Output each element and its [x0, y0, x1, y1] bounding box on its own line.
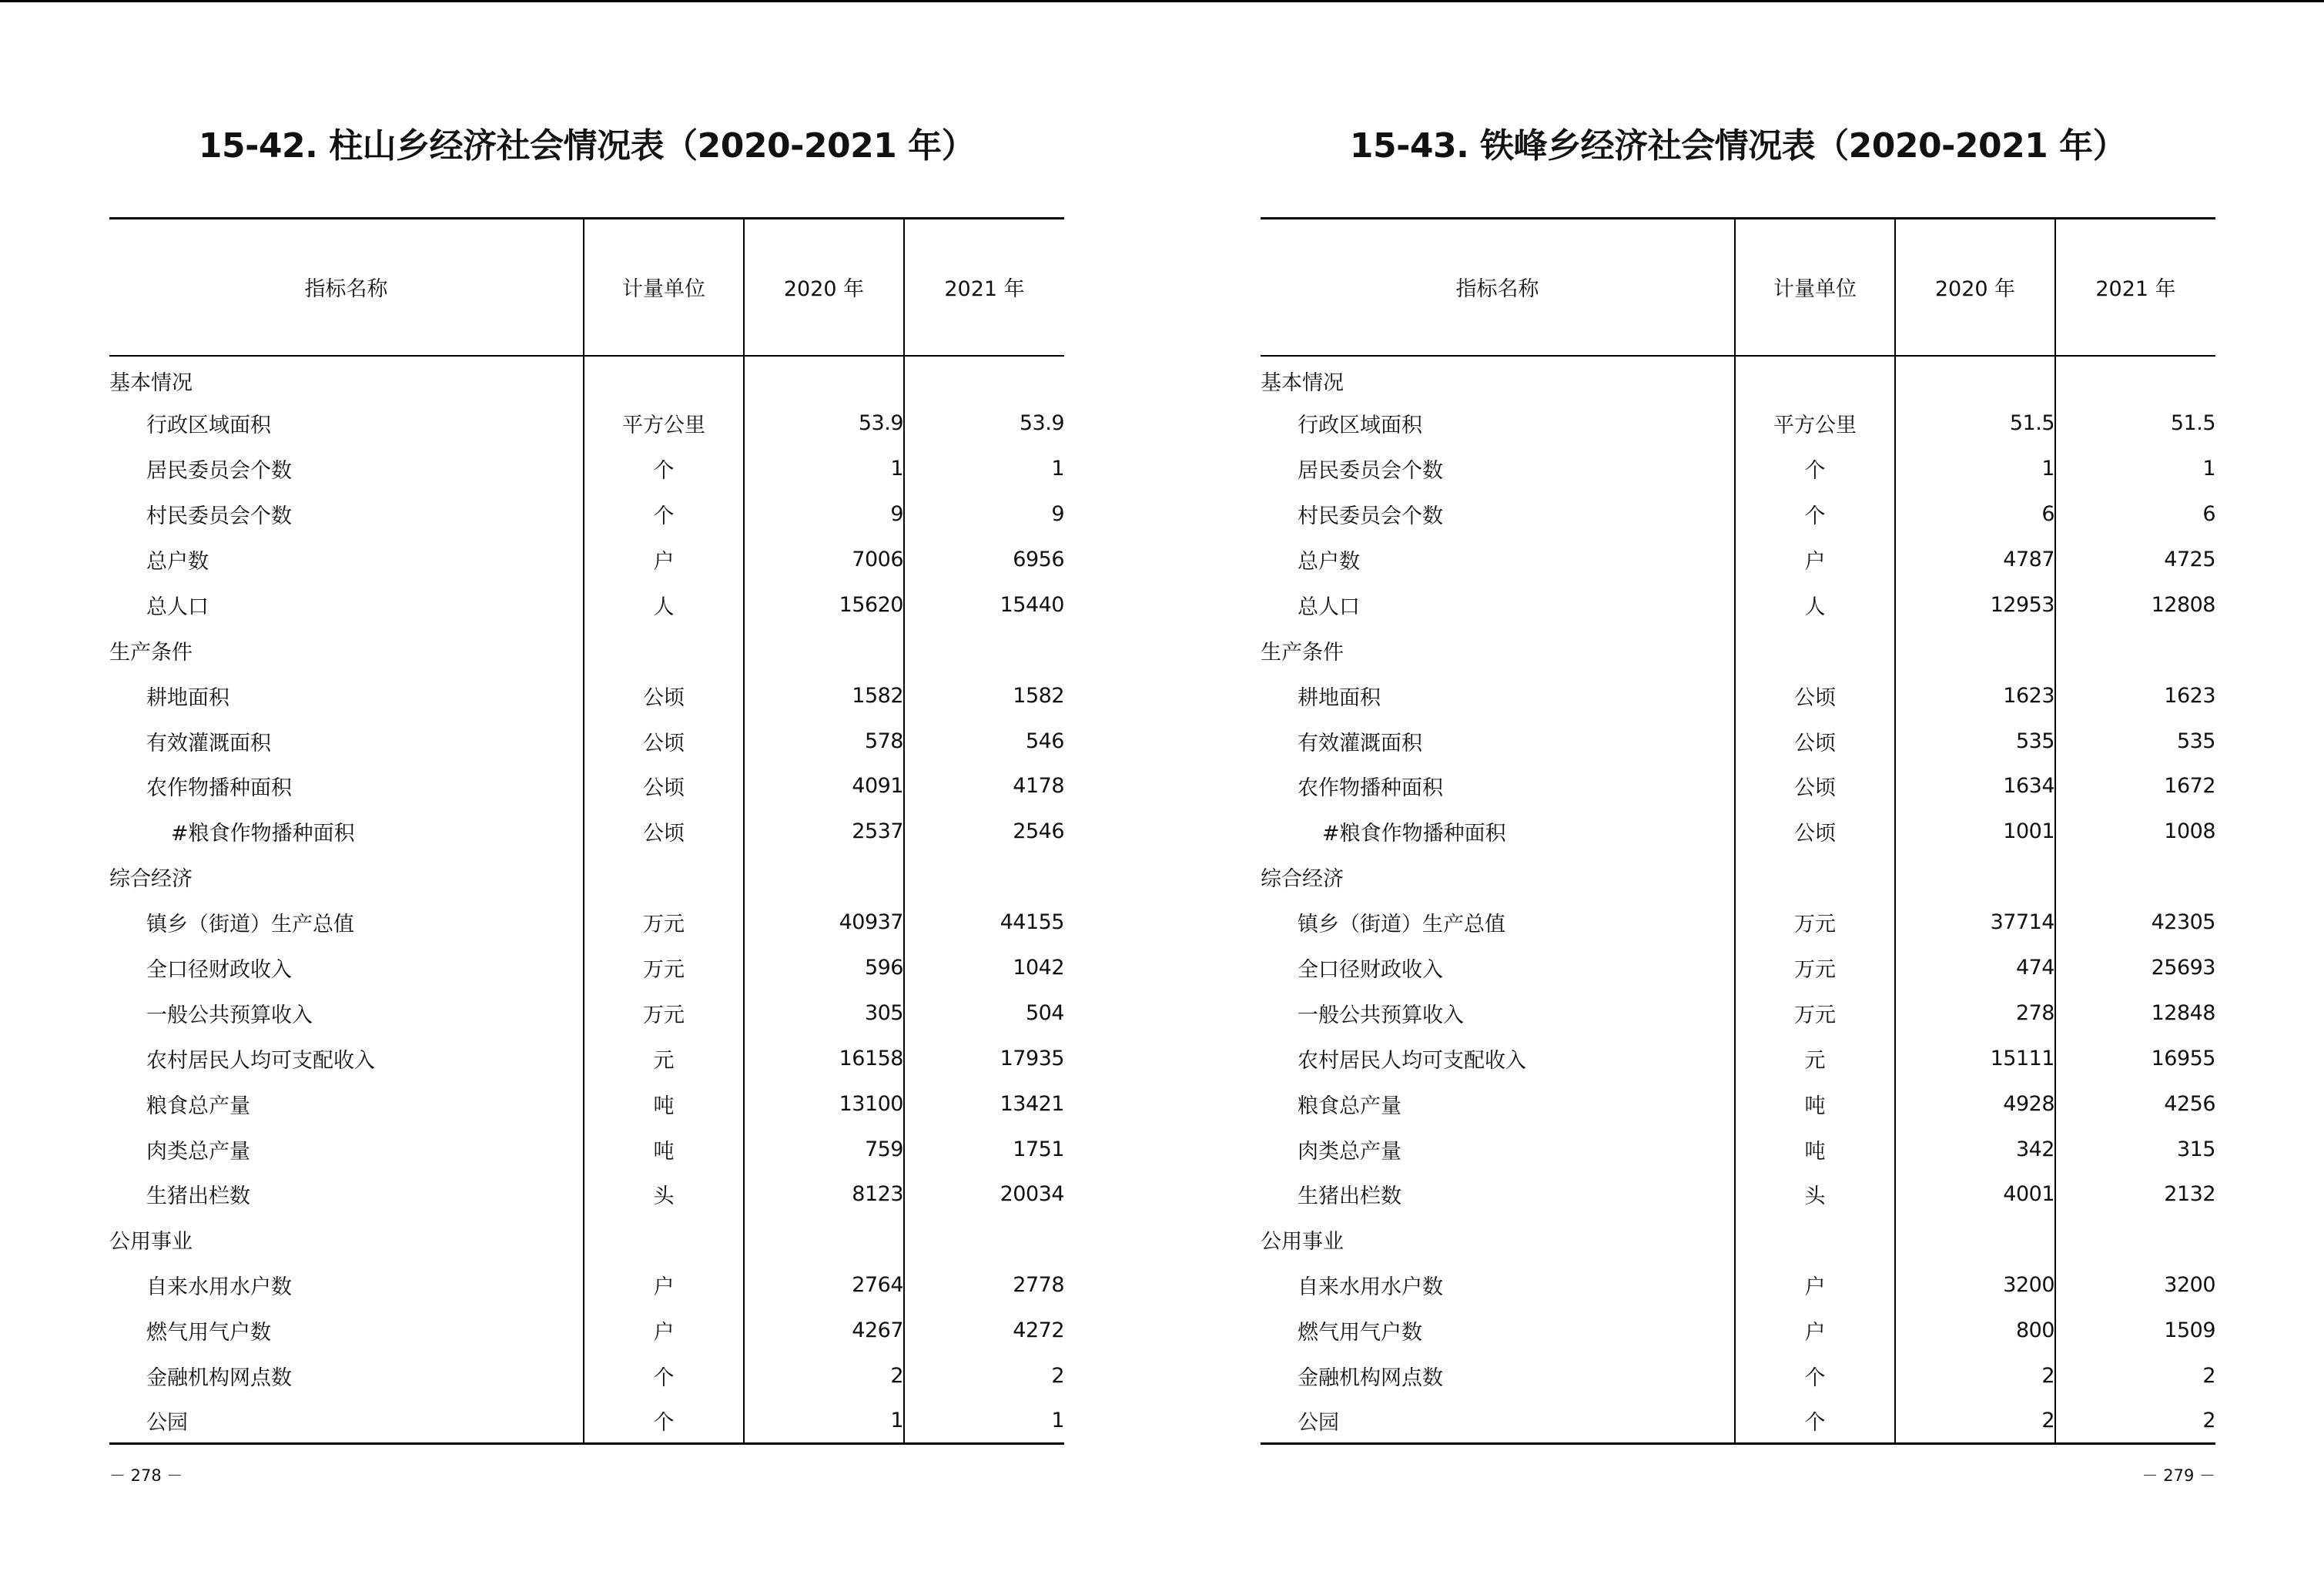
- value-2021-cell: [904, 628, 1064, 673]
- value-2021-cell: 16955: [2055, 1036, 2215, 1081]
- indicator-name-cell: 全口径财政收入: [146, 958, 292, 983]
- value-2021-cell: 315: [2055, 1127, 2215, 1172]
- section-row: [1261, 628, 2215, 673]
- table-title: 15-42. 柱山乡经济社会情况表（2020-2021 年）: [198, 126, 976, 166]
- value-2021-cell: 20034: [904, 1172, 1064, 1218]
- value-2020-cell: 305: [744, 990, 904, 1036]
- value-2020-cell: 800: [1895, 1308, 2055, 1353]
- indicator-name-cell: 村民委员会个数: [146, 504, 292, 529]
- table-row: [109, 945, 1064, 990]
- header-year-2020: 2020 年: [1895, 219, 2055, 356]
- unit-cell: 公顷: [584, 764, 744, 809]
- header-year-2021: 2021 年: [2055, 219, 2215, 356]
- right-page: [1261, 0, 2215, 1588]
- table-row: [109, 764, 1064, 809]
- indicator-name-cell: 农作物播种面积: [146, 776, 292, 801]
- value-2020-cell: 1634: [1895, 764, 2055, 809]
- table-row: [109, 1172, 1064, 1218]
- unit-cell: 个: [584, 491, 744, 537]
- value-2021-cell: 17935: [904, 1036, 1064, 1081]
- indicator-name-cell: 有效灌溉面积: [146, 731, 271, 755]
- value-2021-cell: 2546: [904, 809, 1064, 854]
- table-row: [109, 809, 1064, 854]
- unit-cell: 万元: [1735, 990, 1895, 1036]
- unit-cell: 万元: [584, 990, 744, 1036]
- unit-cell: 户: [584, 1308, 744, 1353]
- value-2021-cell: 1: [904, 1399, 1064, 1444]
- unit-cell: [1735, 356, 1895, 401]
- value-2020-cell: 12953: [1895, 582, 2055, 628]
- indicator-name-cell: 金融机构网点数: [1298, 1366, 1443, 1391]
- unit-cell: 人: [1735, 582, 1895, 628]
- value-2020-cell: 13100: [744, 1081, 904, 1127]
- table-row: [1261, 400, 2215, 446]
- indicator-name-cell: 生产条件: [1261, 640, 1344, 665]
- value-2021-cell: 2: [904, 1353, 1064, 1399]
- unit-cell: 公顷: [1735, 764, 1895, 809]
- indicator-name-cell: 一般公共预算收入: [1298, 1003, 1464, 1027]
- unit-cell: 个: [584, 1399, 744, 1444]
- table-row: [109, 582, 1064, 628]
- table-row: [109, 719, 1064, 764]
- value-2021-cell: [2055, 356, 2215, 401]
- indicator-name-cell: 总人口: [146, 595, 209, 619]
- value-2020-cell: 51.5: [1895, 400, 2055, 446]
- table-row: [1261, 1036, 2215, 1081]
- value-2021-cell: 1042: [904, 945, 1064, 990]
- unit-cell: 户: [1735, 1262, 1895, 1308]
- unit-cell: 头: [584, 1172, 744, 1218]
- value-2020-cell: 37714: [1895, 900, 2055, 945]
- indicator-name-cell: 镇乡（街道）生产总值: [1298, 913, 1505, 937]
- value-2021-cell: 4178: [904, 764, 1064, 809]
- unit-cell: 户: [1735, 1308, 1895, 1353]
- value-2021-cell: 51.5: [2055, 400, 2215, 446]
- value-2021-cell: 1: [2055, 446, 2215, 491]
- table-row: [1261, 491, 2215, 537]
- value-2020-cell: 4267: [744, 1308, 904, 1353]
- indicator-name-cell: 基本情况: [1261, 370, 1344, 395]
- unit-cell: 头: [1735, 1172, 1895, 1218]
- table-row: [1261, 1172, 2215, 1218]
- value-2021-cell: 2: [2055, 1399, 2215, 1444]
- indicator-name-cell: 全口径财政收入: [1298, 958, 1443, 983]
- value-2020-cell: [1895, 628, 2055, 673]
- value-2020-cell: 474: [1895, 945, 2055, 990]
- value-2020-cell: 4787: [1895, 537, 2055, 582]
- unit-cell: 万元: [584, 945, 744, 990]
- value-2021-cell: 9: [904, 491, 1064, 537]
- unit-cell: 平方公里: [584, 400, 744, 446]
- unit-cell: [584, 356, 744, 401]
- header-indicator-name: 指标名称: [1261, 219, 1735, 356]
- table-row: [109, 1081, 1064, 1127]
- value-2021-cell: 546: [904, 719, 1064, 764]
- value-2021-cell: 6: [2055, 491, 2215, 537]
- value-2021-cell: 4272: [904, 1308, 1064, 1353]
- value-2020-cell: 2: [744, 1353, 904, 1399]
- table-row: [109, 537, 1064, 582]
- indicator-name-cell: 一般公共预算收入: [146, 1003, 313, 1027]
- unit-cell: 个: [584, 1353, 744, 1399]
- unit-cell: 人: [584, 582, 744, 628]
- value-2021-cell: 12848: [2055, 990, 2215, 1036]
- value-2020-cell: [744, 1217, 904, 1262]
- value-2021-cell: [2055, 1217, 2215, 1262]
- unit-cell: 吨: [584, 1127, 744, 1172]
- value-2020-cell: 4091: [744, 764, 904, 809]
- value-2021-cell: 6956: [904, 537, 1064, 582]
- value-2021-cell: 1008: [2055, 809, 2215, 854]
- value-2020-cell: [1895, 1217, 2055, 1262]
- indicator-name-cell: 粮食总产量: [146, 1094, 250, 1118]
- table-row: [1261, 1353, 2215, 1399]
- indicator-name-cell: 耕地面积: [146, 685, 229, 710]
- indicator-name-cell: 金融机构网点数: [146, 1366, 292, 1391]
- table-row: [109, 1308, 1064, 1353]
- table-row: [1261, 1399, 2215, 1444]
- value-2020-cell: 3200: [1895, 1262, 2055, 1308]
- unit-cell: 元: [584, 1036, 744, 1081]
- value-2020-cell: 40937: [744, 900, 904, 945]
- unit-cell: 万元: [1735, 900, 1895, 945]
- value-2020-cell: 1: [744, 446, 904, 491]
- section-row: [109, 854, 1064, 900]
- indicator-name-cell: 村民委员会个数: [1298, 504, 1443, 529]
- value-2021-cell: 535: [2055, 719, 2215, 764]
- indicator-name-cell: 居民委员会个数: [1298, 459, 1443, 484]
- value-2021-cell: 15440: [904, 582, 1064, 628]
- value-2020-cell: 53.9: [744, 400, 904, 446]
- indicator-name-cell: 肉类总产量: [1298, 1139, 1401, 1164]
- indicator-name-cell: 总户数: [1298, 550, 1360, 574]
- unit-cell: 户: [1735, 537, 1895, 582]
- unit-cell: 个: [1735, 491, 1895, 537]
- value-2020-cell: 16158: [744, 1036, 904, 1081]
- indicator-name-cell: 行政区域面积: [146, 414, 271, 438]
- indicator-name-cell: 农村居民人均可支配收入: [1298, 1048, 1526, 1073]
- table-row: [109, 1262, 1064, 1308]
- unit-cell: [1735, 1217, 1895, 1262]
- header-year-2021: 2021 年: [904, 219, 1064, 356]
- value-2021-cell: [2055, 628, 2215, 673]
- value-2021-cell: 1509: [2055, 1308, 2215, 1353]
- indicator-name-cell: 生产条件: [109, 640, 193, 665]
- unit-cell: 个: [1735, 1353, 1895, 1399]
- table-body: [1261, 356, 2215, 1444]
- indicator-name-cell: 综合经济: [1261, 867, 1344, 892]
- table-row: [109, 990, 1064, 1036]
- value-2021-cell: 1623: [2055, 673, 2215, 719]
- unit-cell: 吨: [1735, 1127, 1895, 1172]
- table-row: [1261, 582, 2215, 628]
- indicator-name-cell: 肉类总产量: [146, 1139, 250, 1164]
- value-2021-cell: 53.9: [904, 400, 1064, 446]
- indicator-name-cell: 公用事业: [109, 1230, 193, 1255]
- value-2020-cell: 6: [1895, 491, 2055, 537]
- indicator-name-cell: 总户数: [146, 550, 209, 574]
- value-2021-cell: 13421: [904, 1081, 1064, 1127]
- page-number: － 279 －: [2141, 1466, 2215, 1485]
- left-page: [109, 0, 1064, 1588]
- value-2020-cell: 2537: [744, 809, 904, 854]
- indicator-name-cell: 公园: [1261, 1399, 1735, 1444]
- header-unit: 计量单位: [1735, 219, 1895, 356]
- table-title: 15-43. 铁峰乡经济社会情况表（2020-2021 年）: [1349, 126, 2127, 166]
- header-unit: 计量单位: [584, 219, 744, 356]
- value-2020-cell: 2764: [744, 1262, 904, 1308]
- table-header: [1261, 219, 2215, 356]
- table-row: [1261, 1262, 2215, 1308]
- stats-table: [1261, 217, 2215, 1445]
- value-2020-cell: 1: [744, 1399, 904, 1444]
- value-2020-cell: 535: [1895, 719, 2055, 764]
- indicator-name-cell: 自来水用水户数: [1298, 1275, 1443, 1300]
- value-2020-cell: 596: [744, 945, 904, 990]
- value-2020-cell: 278: [1895, 990, 2055, 1036]
- table-row: [1261, 900, 2215, 945]
- value-2020-cell: 1623: [1895, 673, 2055, 719]
- indicator-name-cell: 行政区域面积: [1298, 414, 1422, 438]
- table-row: [1261, 809, 2215, 854]
- value-2020-cell: 578: [744, 719, 904, 764]
- indicator-name-cell: 镇乡（街道）生产总值: [146, 913, 354, 937]
- table-row: [1261, 764, 2215, 809]
- indicator-name-cell: 生猪出栏数: [1298, 1184, 1401, 1209]
- table-row: [109, 673, 1064, 719]
- value-2021-cell: [2055, 854, 2215, 900]
- page-number: － 278 －: [109, 1466, 183, 1485]
- table-row: [1261, 537, 2215, 582]
- table-row: [1261, 990, 2215, 1036]
- indicator-name-cell: 公用事业: [1261, 1230, 1344, 1255]
- value-2021-cell: 2778: [904, 1262, 1064, 1308]
- unit-cell: 万元: [1735, 945, 1895, 990]
- value-2020-cell: 4001: [1895, 1172, 2055, 1218]
- value-2021-cell: 42305: [2055, 900, 2215, 945]
- header-year-2020: 2020 年: [744, 219, 904, 356]
- value-2021-cell: 12808: [2055, 582, 2215, 628]
- indicator-name-cell: 基本情况: [109, 370, 193, 395]
- value-2020-cell: [744, 854, 904, 900]
- unit-cell: 户: [584, 537, 744, 582]
- unit-cell: 个: [1735, 446, 1895, 491]
- section-row: [109, 628, 1064, 673]
- table-row: [1261, 1308, 2215, 1353]
- table-row: [109, 491, 1064, 537]
- value-2020-cell: [1895, 356, 2055, 401]
- value-2020-cell: 2: [1895, 1399, 2055, 1444]
- table-row: [109, 1036, 1064, 1081]
- indicator-name-cell: 有效灌溉面积: [1298, 731, 1422, 755]
- value-2021-cell: [904, 1217, 1064, 1262]
- section-row: [1261, 1217, 2215, 1262]
- indicator-name-cell: #粮食作物播种面积: [171, 822, 355, 846]
- indicator-name-cell: 自来水用水户数: [146, 1275, 292, 1300]
- unit-cell: 吨: [584, 1081, 744, 1127]
- section-row: [109, 356, 1064, 401]
- value-2021-cell: 3200: [2055, 1262, 2215, 1308]
- value-2020-cell: 8123: [744, 1172, 904, 1218]
- unit-cell: [584, 1217, 744, 1262]
- value-2020-cell: 9: [744, 491, 904, 537]
- value-2021-cell: [904, 356, 1064, 401]
- value-2021-cell: 1582: [904, 673, 1064, 719]
- table-row: [109, 446, 1064, 491]
- table-row: [109, 900, 1064, 945]
- table-row: [109, 400, 1064, 446]
- unit-cell: 个: [1735, 1399, 1895, 1444]
- header-indicator-name: 指标名称: [109, 219, 584, 356]
- header-row: [109, 219, 1064, 356]
- unit-cell: 吨: [1735, 1081, 1895, 1127]
- indicator-name-cell: #粮食作物播种面积: [1322, 822, 1506, 846]
- value-2021-cell: 1: [904, 446, 1064, 491]
- stats-table: [109, 217, 1064, 1445]
- indicator-name-cell: 燃气用气户数: [146, 1321, 271, 1345]
- value-2020-cell: 1001: [1895, 809, 2055, 854]
- unit-cell: [1735, 854, 1895, 900]
- unit-cell: 元: [1735, 1036, 1895, 1081]
- unit-cell: [584, 628, 744, 673]
- indicator-name-cell: 总人口: [1298, 595, 1360, 619]
- unit-cell: 公顷: [584, 673, 744, 719]
- table-row: [1261, 1081, 2215, 1127]
- indicator-name-cell: 燃气用气户数: [1298, 1321, 1422, 1345]
- value-2021-cell: 2132: [2055, 1172, 2215, 1218]
- value-2020-cell: [1895, 854, 2055, 900]
- value-2020-cell: 759: [744, 1127, 904, 1172]
- value-2020-cell: 1: [1895, 446, 2055, 491]
- unit-cell: 公顷: [1735, 719, 1895, 764]
- indicator-name-cell: 综合经济: [109, 867, 193, 892]
- value-2020-cell: [744, 356, 904, 401]
- table-row: [1261, 1127, 2215, 1172]
- value-2020-cell: 4928: [1895, 1081, 2055, 1127]
- table-row: [109, 1399, 1064, 1444]
- value-2021-cell: 1672: [2055, 764, 2215, 809]
- value-2021-cell: 4256: [2055, 1081, 2215, 1127]
- value-2020-cell: 1582: [744, 673, 904, 719]
- table-row: [109, 1127, 1064, 1172]
- unit-cell: 个: [584, 446, 744, 491]
- indicator-name-cell: 居民委员会个数: [146, 459, 292, 484]
- table-row: [1261, 673, 2215, 719]
- indicator-name-cell: 农作物播种面积: [1298, 776, 1443, 801]
- value-2020-cell: [744, 628, 904, 673]
- unit-cell: 万元: [584, 900, 744, 945]
- indicator-name-cell: 粮食总产量: [1298, 1094, 1401, 1118]
- value-2021-cell: 504: [904, 990, 1064, 1036]
- unit-cell: [1735, 628, 1895, 673]
- value-2021-cell: [904, 854, 1064, 900]
- value-2020-cell: 15111: [1895, 1036, 2055, 1081]
- indicator-name-cell: 公园: [109, 1399, 584, 1444]
- table-row: [1261, 945, 2215, 990]
- unit-cell: 户: [584, 1262, 744, 1308]
- header-row: [1261, 219, 2215, 356]
- table-row: [1261, 446, 2215, 491]
- value-2020-cell: 7006: [744, 537, 904, 582]
- section-row: [1261, 854, 2215, 900]
- unit-cell: 平方公里: [1735, 400, 1895, 446]
- unit-cell: 公顷: [584, 719, 744, 764]
- value-2021-cell: 4725: [2055, 537, 2215, 582]
- table-header: [109, 219, 1064, 356]
- section-row: [109, 1217, 1064, 1262]
- indicator-name-cell: 生猪出栏数: [146, 1184, 250, 1209]
- section-row: [1261, 356, 2215, 401]
- value-2020-cell: 342: [1895, 1127, 2055, 1172]
- value-2020-cell: 2: [1895, 1353, 2055, 1399]
- unit-cell: 公顷: [1735, 809, 1895, 854]
- table-row: [1261, 719, 2215, 764]
- indicator-name-cell: 农村居民人均可支配收入: [146, 1048, 375, 1073]
- unit-cell: [584, 854, 744, 900]
- value-2021-cell: 44155: [904, 900, 1064, 945]
- indicator-name-cell: 耕地面积: [1298, 685, 1381, 710]
- value-2021-cell: 2: [2055, 1353, 2215, 1399]
- table-row: [109, 1353, 1064, 1399]
- value-2020-cell: 15620: [744, 582, 904, 628]
- unit-cell: 公顷: [584, 809, 744, 854]
- unit-cell: 公顷: [1735, 673, 1895, 719]
- value-2021-cell: 25693: [2055, 945, 2215, 990]
- value-2021-cell: 1751: [904, 1127, 1064, 1172]
- table-body: [109, 356, 1064, 1444]
